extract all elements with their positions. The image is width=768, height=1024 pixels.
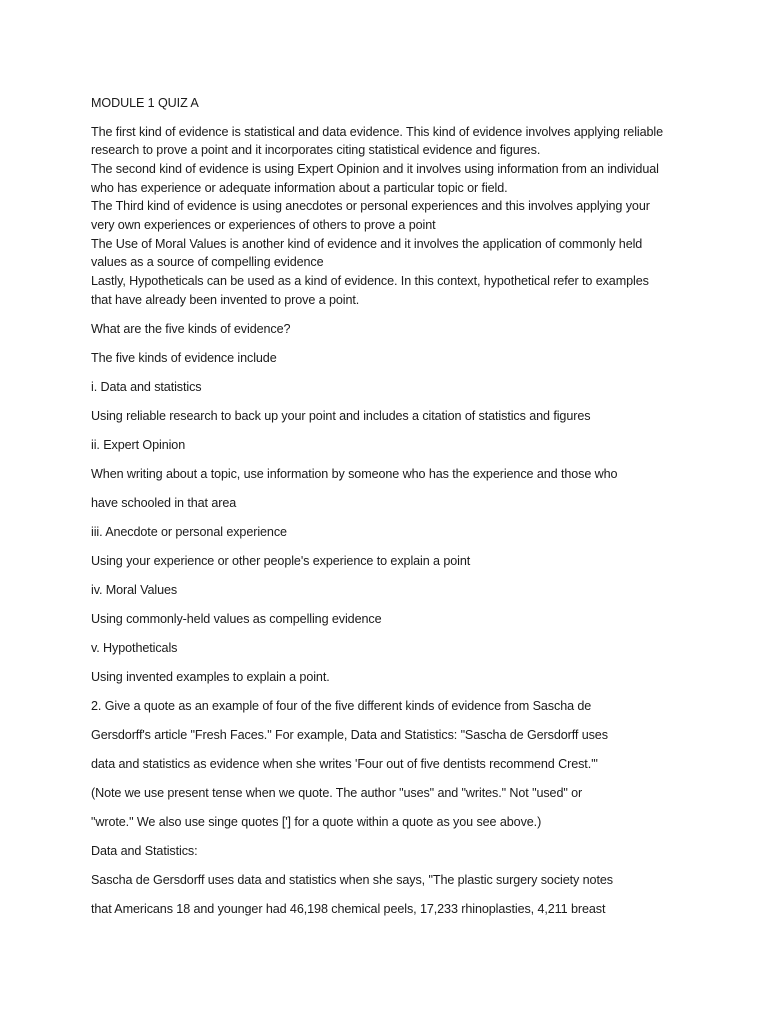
- intro-line: values as a source of compelling evidence: [91, 255, 324, 270]
- list-item-heading: iv. Moral Values: [91, 582, 178, 597]
- intro-paragraph: [91, 123, 691, 310]
- question-text: data and statistics as evidence when she writes 'Four out of five dentists recommend Crest.'": [91, 756, 598, 771]
- document-page: [91, 94, 691, 929]
- question-text: Gersdorff's article "Fresh Faces." For example, Data and Statistics: "Sascha de Gersdorff uses: [91, 727, 608, 742]
- question-heading: What are the five kinds of evidence?: [91, 321, 291, 336]
- question-note: "wrote." We also use singe quotes ['] for a quote within a quote as you see above.): [91, 814, 542, 829]
- list-item-description: Using your experience or other people's experience to explain a point: [91, 553, 471, 568]
- list-item-description: When writing about a topic, use information by someone who has the experience and those who: [91, 466, 618, 481]
- list-item-heading: i. Data and statistics: [91, 379, 202, 394]
- answer-intro: The five kinds of evidence include: [91, 350, 277, 365]
- answer-text: that Americans 18 and younger had 46,198 chemical peels, 17,233 rhinoplasties, 4,211 breast: [91, 901, 606, 916]
- question-text: 2. Give a quote as an example of four of the five different kinds of evidence from Sascha de: [91, 698, 592, 713]
- intro-line: who has experience or adequate information about a particular topic or field.: [91, 180, 508, 195]
- intro-line: that have already been invented to prove a point.: [91, 292, 360, 307]
- answer-text: Sascha de Gersdorff uses data and statistics when she says, "The plastic surgery society notes: [91, 872, 613, 887]
- list-item-heading: iii. Anecdote or personal experience: [91, 524, 287, 539]
- intro-line: The Use of Moral Values is another kind of evidence and it involves the application of commonly held: [91, 236, 643, 251]
- intro-line: The Third kind of evidence is using anecdotes or personal experiences and this involves applying your: [91, 199, 650, 214]
- intro-line: The first kind of evidence is statistical and data evidence. This kind of evidence involves applying reliable: [91, 124, 664, 139]
- list-item-description: have schooled in that area: [91, 495, 237, 510]
- list-item-description: Using reliable research to back up your point and includes a citation of statistics and figures: [91, 408, 591, 423]
- intro-line: very own experiences or experiences of others to prove a point: [91, 218, 436, 233]
- intro-line: research to prove a point and it incorporates citing statistical evidence and figures.: [91, 143, 541, 158]
- list-item-heading: ii. Expert Opinion: [91, 437, 186, 452]
- list-item-description: Using commonly-held values as compelling evidence: [91, 611, 382, 626]
- question-note: (Note we use present tense when we quote. The author "uses" and "writes." Not "used" or: [91, 785, 583, 800]
- list-item-heading: v. Hypotheticals: [91, 640, 178, 655]
- intro-line: Lastly, Hypotheticals can be used as a kind of evidence. In this context, hypothetical refer to examples: [91, 274, 649, 289]
- answer-heading: Data and Statistics:: [91, 843, 198, 858]
- list-item-description: Using invented examples to explain a point.: [91, 669, 330, 684]
- document-title: MODULE 1 QUIZ A: [91, 96, 199, 110]
- intro-line: The second kind of evidence is using Expert Opinion and it involves using information from an individual: [91, 161, 659, 176]
